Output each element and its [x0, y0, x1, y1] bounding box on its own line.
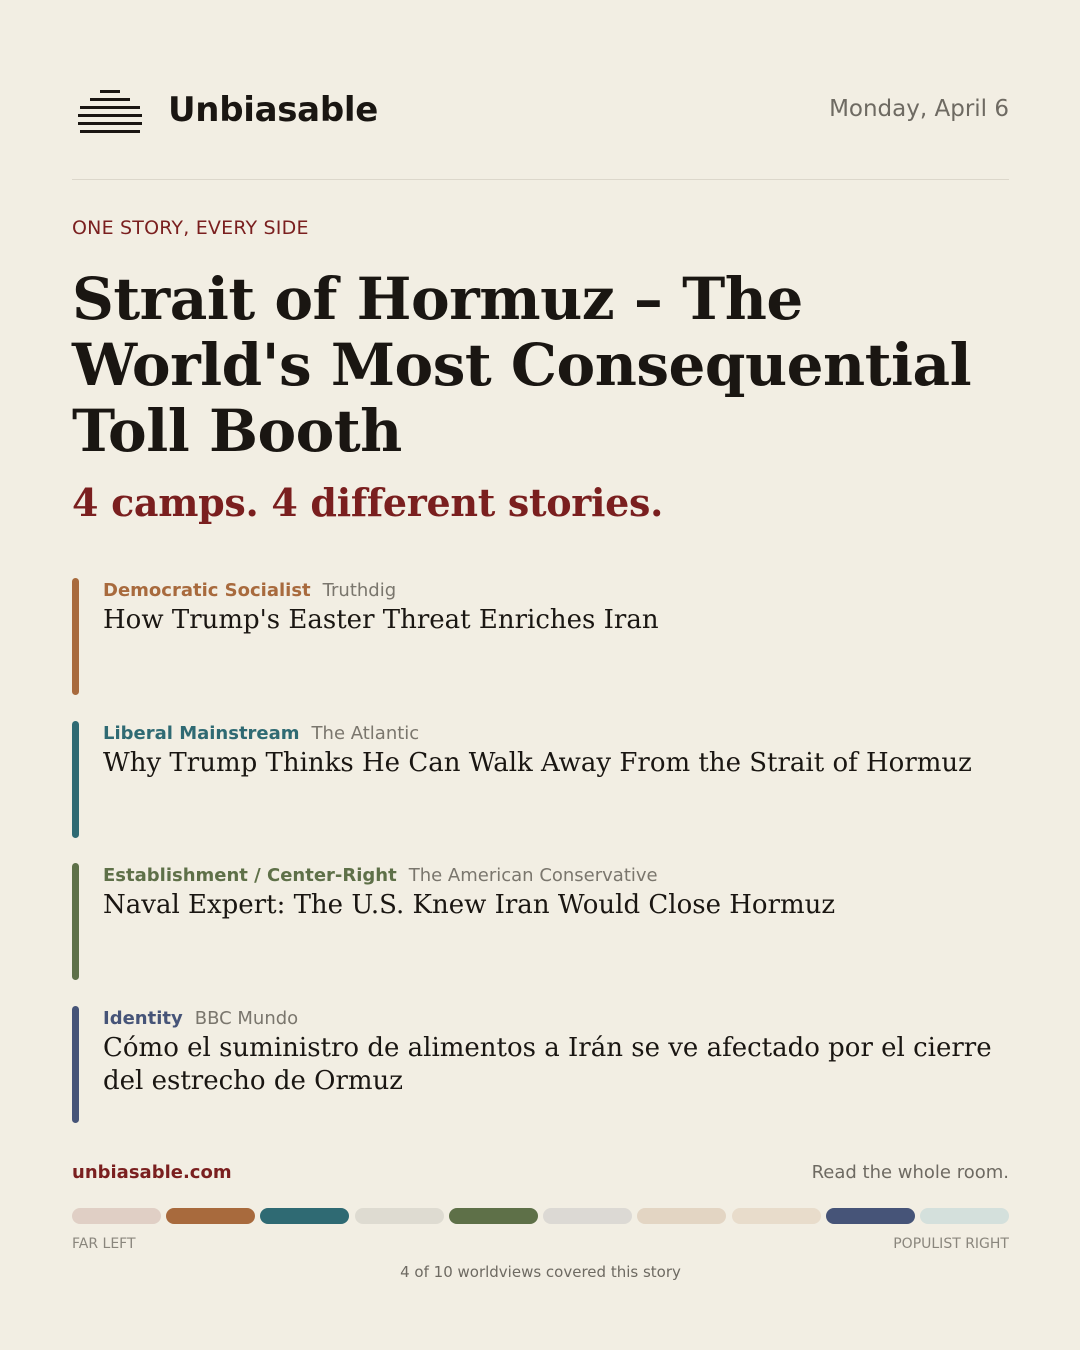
- source-label: BBC Mundo: [194, 1008, 299, 1029]
- story-meta: [103, 1008, 298, 1029]
- story-card[interactable]: [72, 1006, 1009, 1123]
- eyebrow-label: ONE STORY, EVERY SIDE: [72, 217, 309, 239]
- spectrum-label-right: POPULIST RIGHT: [893, 1236, 1009, 1252]
- camp-label: Liberal Mainstream: [103, 723, 300, 744]
- spectrum-segment: [543, 1208, 632, 1224]
- header: [72, 80, 1009, 144]
- spectrum-segment: [732, 1208, 821, 1224]
- camp-label: Establishment / Center-Right: [103, 865, 397, 886]
- date-label: Monday, April 6: [829, 96, 1009, 122]
- camp-label: Democratic Socialist: [103, 580, 311, 601]
- story-meta: [103, 865, 658, 886]
- sunrise-lines-icon: [78, 90, 142, 134]
- source-label: Truthdig: [322, 580, 397, 601]
- brand-name[interactable]: Unbiasable: [168, 90, 378, 130]
- spectrum-segment: [72, 1208, 161, 1224]
- camp-color-bar: [72, 863, 79, 980]
- camp-color-bar: [72, 578, 79, 695]
- camp-label: Identity: [103, 1008, 183, 1029]
- story-title[interactable]: How Trump's Easter Threat Enriches Iran: [103, 605, 659, 635]
- spectrum-segment: [260, 1208, 349, 1224]
- worldview-spectrum: [72, 1208, 1009, 1224]
- header-divider: [72, 179, 1009, 180]
- story-card[interactable]: [72, 721, 1009, 838]
- spectrum-segment: [826, 1208, 915, 1224]
- spectrum-segment: [449, 1208, 538, 1224]
- subhead: 4 camps. 4 different stories.: [72, 480, 664, 525]
- spectrum-segment: [920, 1208, 1009, 1224]
- story-title[interactable]: Cómo el suministro de alimentos a Irán se ve afectado por el cierre del estrecho de Ormuz: [103, 1033, 992, 1096]
- camp-color-bar: [72, 721, 79, 838]
- tagline: Read the whole room.: [811, 1162, 1009, 1183]
- source-label: The American Conservative: [408, 865, 658, 886]
- spectrum-segment: [166, 1208, 255, 1224]
- spectrum-segment: [637, 1208, 726, 1224]
- camp-color-bar: [72, 1006, 79, 1123]
- story-meta: [103, 723, 419, 744]
- story-title[interactable]: Naval Expert: The U.S. Knew Iran Would Close Hormuz: [103, 890, 836, 920]
- spectrum-segment: [355, 1208, 444, 1224]
- source-label: The Atlantic: [311, 723, 420, 744]
- coverage-summary: 4 of 10 worldviews covered this story: [400, 1263, 681, 1281]
- story-card[interactable]: [72, 578, 1009, 695]
- headline: Strait of Hormuz – The World's Most Consequential Toll Booth: [72, 265, 972, 465]
- story-meta: [103, 580, 396, 601]
- story-card[interactable]: [72, 863, 1009, 980]
- story-title[interactable]: Why Trump Thinks He Can Walk Away From the Strait of Hormuz: [103, 748, 972, 778]
- site-url-link[interactable]: unbiasable.com: [72, 1162, 232, 1183]
- spectrum-label-left: FAR LEFT: [72, 1236, 136, 1252]
- page: [72, 0, 1009, 1350]
